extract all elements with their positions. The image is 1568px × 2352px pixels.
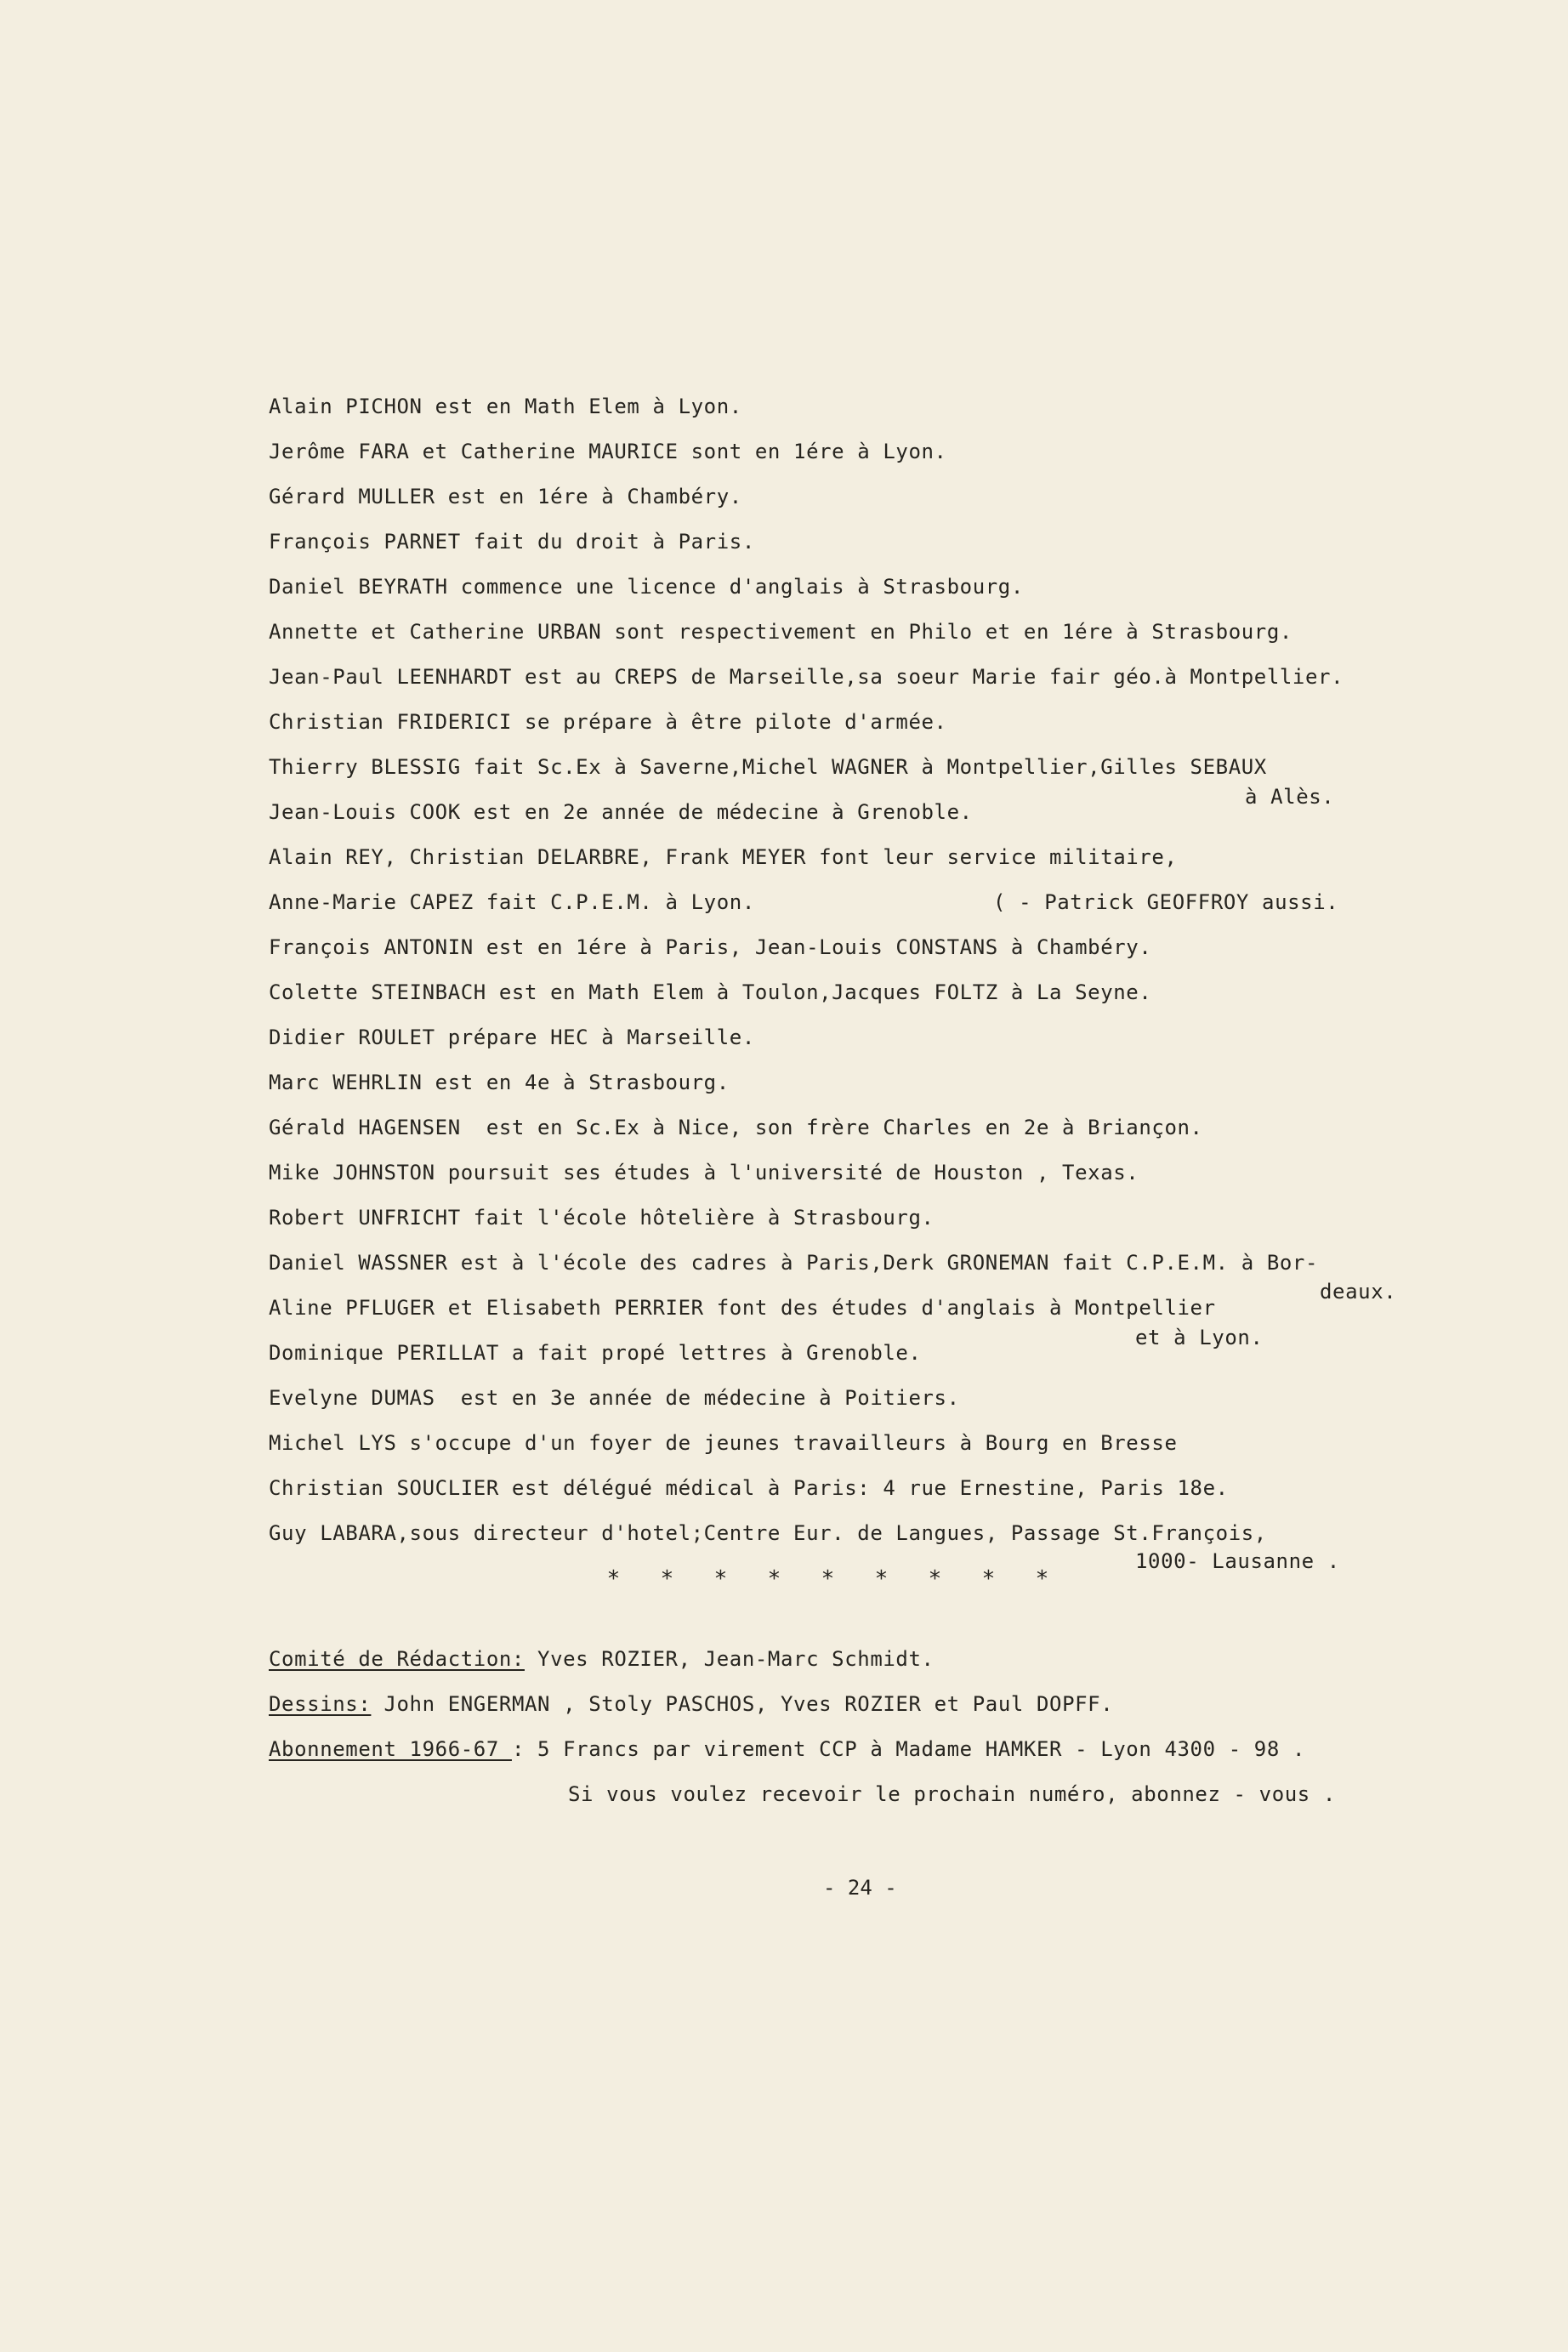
text-line: Jean-Paul LEENHARDT est au CREPS de Marseille,sa soeur Marie fair géo.à Montpellier.	[269, 665, 1344, 689]
dessins-text: John ENGERMAN , Stoly PASCHOS, Yves ROZIER et Paul DOPFF.	[371, 1692, 1114, 1716]
text-line: Evelyne DUMAS est en 3e année de médecine à Poitiers.	[269, 1386, 960, 1410]
aside-lausanne: 1000- Lausanne .	[1135, 1549, 1340, 1573]
star: *	[874, 1566, 889, 1592]
text-line: Christian SOUCLIER est délégué médical à Paris: 4 rue Ernestine, Paris 18e.	[269, 1476, 1229, 1500]
aside-ales: à Alès.	[1245, 785, 1335, 809]
text-line: François ANTONIN est en 1ére à Paris, Jean-Louis CONSTANS à Chambéry.	[269, 935, 1152, 959]
aside-geoffroy: ( - Patrick GEOFFROY aussi.	[993, 890, 1339, 914]
text-line: Jerôme FARA et Catherine MAURICE sont en 1ére à Lyon.	[269, 440, 947, 463]
abonnement-line	[269, 1736, 1305, 1762]
text-line: Gérald HAGENSEN est en Sc.Ex à Nice, son frère Charles en 2e à Briançon.	[269, 1116, 1203, 1139]
text-line: Daniel BEYRATH commence une licence d'anglais à Strasbourg.	[269, 575, 1024, 599]
abonnement-note: Si vous voulez recevoir le prochain numéro, abonnez - vous .	[568, 1782, 1336, 1806]
text-line: Anne-Marie CAPEZ fait C.P.E.M. à Lyon.	[269, 890, 755, 914]
text-line: Marc WEHRLIN est en 4e à Strasbourg.	[269, 1071, 730, 1094]
page-number: - 24 -	[823, 1876, 897, 1900]
text-line: Alain PICHON est en Math Elem à Lyon.	[269, 395, 742, 418]
star-separator	[587, 1566, 1069, 1592]
text-line: François PARNET fait du droit à Paris.	[269, 530, 755, 554]
text-line: Mike JOHNSTON poursuit ses études à l'université de Houston , Texas.	[269, 1161, 1139, 1185]
comite-text: Yves ROZIER, Jean-Marc Schmidt.	[524, 1647, 935, 1671]
text-line: Didier ROULET prépare HEC à Marseille.	[269, 1025, 755, 1049]
text-line: Michel LYS s'occupe d'un foyer de jeunes travailleurs à Bourg en Bresse	[269, 1431, 1178, 1455]
star: *	[928, 1566, 942, 1592]
dessins-line	[269, 1691, 1113, 1717]
text-line: Daniel WASSNER est à l'école des cadres à Paris,Derk GRONEMAN fait C.P.E.M. à Bor-	[269, 1251, 1319, 1275]
comite-label: Comité de Rédaction:	[269, 1647, 525, 1671]
star: *	[767, 1566, 781, 1592]
text-line: Thierry BLESSIG fait Sc.Ex à Saverne,Michel WAGNER à Montpellier,Gilles SEBAUX	[269, 755, 1267, 779]
text-line: Christian FRIDERICI se prépare à être pilote d'armée.	[269, 710, 947, 734]
text-line: Aline PFLUGER et Elisabeth PERRIER font des études d'anglais à Montpellier	[269, 1296, 1216, 1320]
star: *	[660, 1566, 674, 1592]
comite-line	[269, 1646, 935, 1672]
star: *	[1035, 1566, 1049, 1592]
text-line: Jean-Louis COOK est en 2e année de médecine à Grenoble.	[269, 800, 973, 824]
star: *	[981, 1566, 996, 1592]
abonnement-text: : 5 Francs par virement CCP à Madame HAMKER - Lyon 4300 - 98 .	[511, 1737, 1305, 1761]
star: *	[713, 1566, 728, 1592]
text-line: Robert UNFRICHT fait l'école hôtelière à Strasbourg.	[269, 1206, 935, 1230]
dessins-label: Dessins:	[269, 1692, 372, 1716]
text-line: Annette et Catherine URBAN sont respectivement en Philo et en 1ére à Strasbourg.	[269, 620, 1292, 644]
star: *	[821, 1566, 835, 1592]
text-line: Colette STEINBACH est en Math Elem à Toulon,Jacques FOLTZ à La Seyne.	[269, 980, 1152, 1004]
text-line: Gérard MULLER est en 1ére à Chambéry.	[269, 485, 742, 508]
star: *	[606, 1566, 621, 1592]
aside-lyon: et à Lyon.	[1135, 1326, 1264, 1349]
abonnement-label: Abonnement 1966-67	[269, 1737, 512, 1761]
aside-deaux: deaux.	[1320, 1280, 1397, 1304]
text-line: Alain REY, Christian DELARBRE, Frank MEYER font leur service militaire,	[269, 845, 1178, 869]
text-line: Dominique PERILLAT a fait propé lettres à Grenoble.	[269, 1341, 922, 1365]
text-line: Guy LABARA,sous directeur d'hotel;Centre Eur. de Langues, Passage St.François,	[269, 1521, 1267, 1545]
